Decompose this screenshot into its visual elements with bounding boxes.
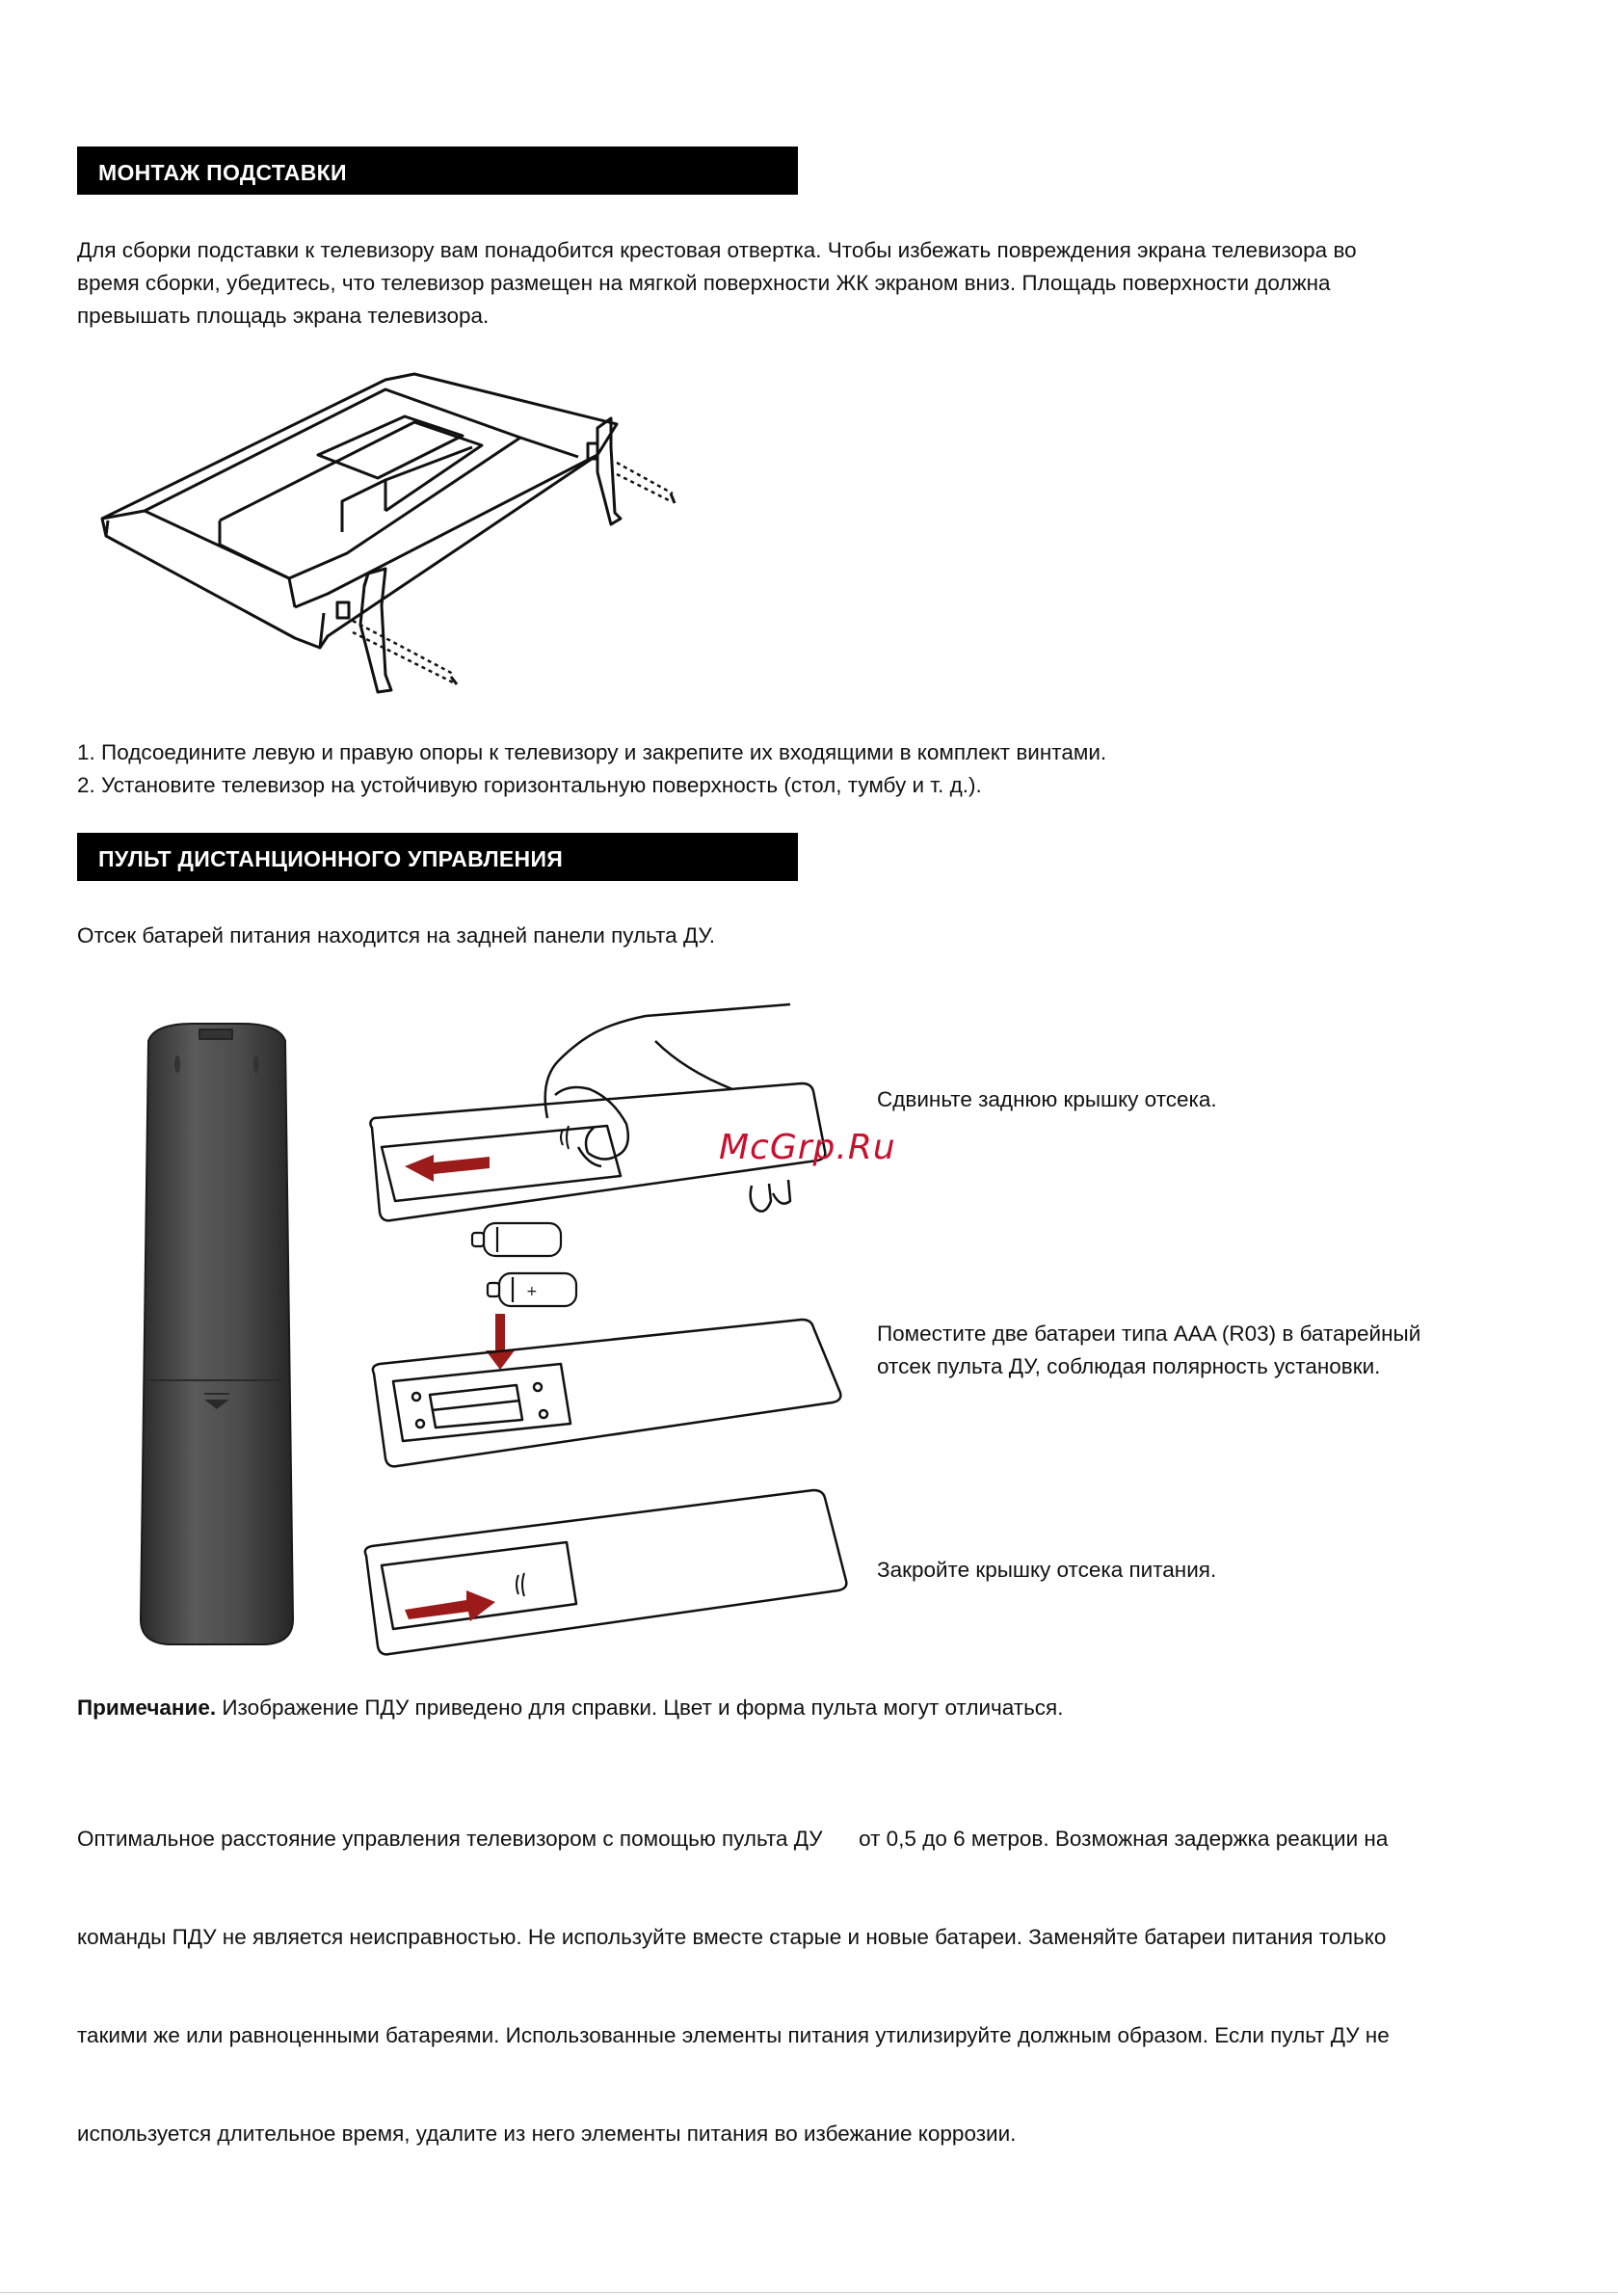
remote-step-insert-batteries [368,1316,850,1470]
caption-close-cover: Закройте крышку отсека питания. [877,1558,1217,1582]
note-paragraph [77,1692,1561,1724]
section-title-remote-control: ПУЛЬТ ДИСТАНЦИОННОГО УПРАВЛЕНИЯ [77,833,798,881]
tv-stand-illustration [96,366,694,704]
closing-line: Оптимальное расстояние управления телевизором с помощью пульта ДУ от 0,5 до 6 метров. Возможная задержка реакции на [77,1827,1389,1851]
footer-divider [0,2292,1618,2293]
closing-line: используется длительное время, удалите из него элементы питания во избежание коррозии. [77,2122,1017,2146]
caption-insert-batteries [877,1318,1494,1383]
stand-step: 1. Подсоедините левую и правую опоры к телевизору и закрепите их входящими в комплект винтами. [77,740,1107,764]
caption-line: Поместите две батареи типа AAA (R03) в батарейный [877,1322,1421,1346]
note-text: Изображение ПДУ приведено для справки. Цвет и форма пульта могут отличаться. [216,1695,1064,1720]
note-label: Примечание. [77,1695,217,1720]
stand-intro-line: превышать площадь экрана телевизора. [77,304,490,328]
battery-plus-sign: + [526,1284,538,1299]
closing-paragraph [77,1757,1561,2216]
stand-intro-line: время сборки, убедитесь, что телевизор размещен на мягкой поверхности ЖК экраном вниз. Площадь поверхности должна [77,271,1331,295]
watermark-text: McGrp.Ru [719,1128,896,1167]
caption-open-cover: Сдвиньте заднюю крышку отсека. [877,1087,1217,1111]
closing-line: такими же или равноценными батареями. Использованные элементы питания утилизируйте должным образом. Если пульт ДУ не [77,2023,1390,2047]
remote-intro-text: Отсек батарей питания находится на задней панели пульта ДУ. [77,923,715,948]
closing-line: команды ПДУ не является неисправностью. Не используйте вместе старые и новые батареи. Заменяйте батареи питания только [77,1925,1387,1949]
stand-intro-paragraph [77,234,1561,333]
remote-back-illustration [135,1022,299,1648]
stand-step: 2. Установите телевизор на устойчивую горизонтальную поверхность (стол, тумбу и т. д.). [77,773,982,797]
stand-steps-list [77,736,1561,802]
section-title-stand-mount: МОНТАЖ ПОДСТАВКИ [77,147,798,195]
stand-intro-line: Для сборки подставки к телевизору вам понадобится крестовая отвертка. Чтобы избежать повреждения экрана телевизора во [77,238,1357,262]
remote-step-open-cover [366,1002,848,1234]
caption-line: отсек пульта ДУ, соблюдая полярность установки. [877,1354,1381,1378]
remote-step-close-cover [360,1484,852,1658]
